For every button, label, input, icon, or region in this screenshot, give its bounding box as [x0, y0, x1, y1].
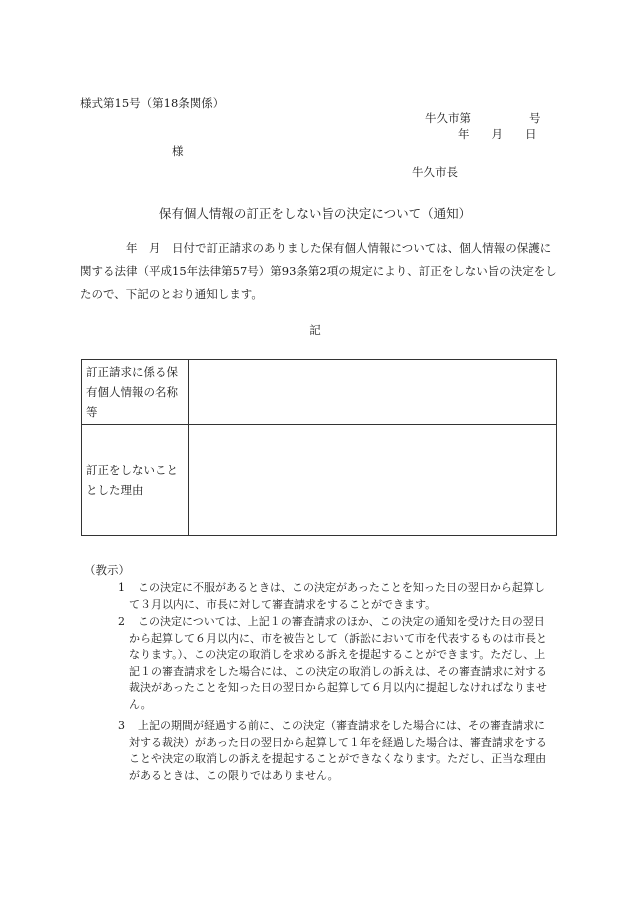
document-number — [425, 110, 541, 126]
notice-heading: （教示） — [84, 563, 130, 577]
body-paragraph: 年 月 日付で訂正請求のありました保有個人情報については、個人情報の保護に関する法律（平成15年法律第57号）第93条第2項の規定により、訂正をしない旨の決定をしたので、下記のとおり通知します。 — [80, 241, 557, 301]
date-month: 月 — [491, 127, 503, 141]
table-row — [82, 425, 557, 536]
notice-text: 上記の期間が経過する前に、この決定（審査請求をした場合には、その審査請求に対する裁決）があった日の翌日から起算して１年を経過した場合は、審査請求をすることや決定の取消しの訴えを提起することができなくなります。ただし、正当な理由があるときは、この限りではありません。 — [129, 719, 547, 782]
notice-text: この決定については、上記１の審査請求のほか、この決定の通知を受けた日の翌日から起算して６月以内に、市を被告として（訴訟において市を代表するものは市長となります。）、この決定の取消しを求める訴えを提起することができます。ただし、上記１の審査請求をした場合には、この決定の取消しの訴えは、その審査請求に対する裁決があったことを知った日の翌日から起算して６月以内に提起しなければなりません。 — [129, 615, 547, 711]
notice-text: この決定に不服があるときは、この決定があったことを知った日の翌日から起算して３月以内に、市長に対して審査請求をすることができます。 — [129, 581, 545, 611]
form-number: 様式第15号（第18条関係） — [80, 96, 225, 110]
notice-number: 2 — [118, 615, 125, 628]
table-row — [82, 360, 557, 425]
notice-item — [118, 718, 554, 784]
document-date — [458, 126, 537, 142]
info-table — [81, 359, 557, 536]
notice-number: 1 — [118, 581, 125, 594]
document-number-prefix: 牛久市第 — [425, 111, 471, 125]
notice-number: 3 — [118, 719, 125, 732]
date-day: 日 — [525, 127, 537, 141]
date-year: 年 — [458, 127, 470, 141]
recipient: 様 — [172, 144, 184, 158]
notice-item — [118, 580, 554, 613]
table-label: 訂正請求に係る保有個人情報の名称等 — [82, 360, 189, 425]
document-title: 保有個人情報の訂正をしない旨の決定について（通知） — [158, 206, 472, 221]
document-number-suffix: 号 — [529, 111, 541, 125]
table-value — [189, 360, 557, 425]
table-label: 訂正をしないこととした理由 — [82, 425, 189, 536]
notice-item — [118, 614, 554, 713]
ki-heading: 記 — [309, 323, 321, 337]
table-value — [189, 425, 557, 536]
sender: 牛久市長 — [412, 165, 458, 179]
